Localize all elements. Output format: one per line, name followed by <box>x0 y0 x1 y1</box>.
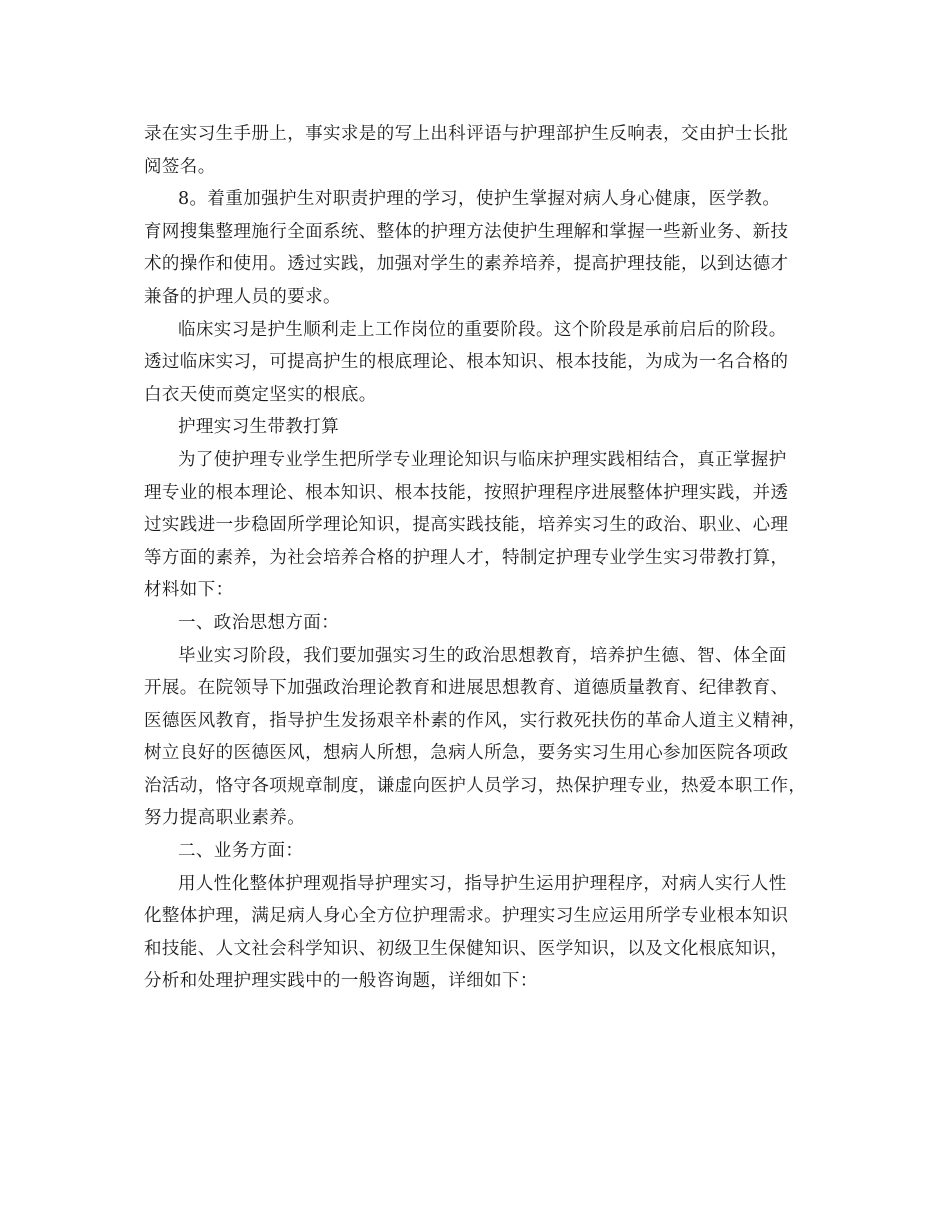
text-line: 术的操作和使用。透过实践，加强对学生的素养培养，提高护理技能，以到达德才 <box>144 254 789 275</box>
text-line: 和技能、人文社会科学知识、初级卫生保健知识、医学知识，以及文化根底知识， <box>144 938 789 959</box>
text-line: 毕业实习阶段，我们要加强实习生的政治思想教育，培养护生德、智、体全面 <box>178 645 787 666</box>
section-heading: 护理实习生带教打算 <box>178 417 340 438</box>
text-line: 开展。在院领导下加强政治理论教育和进展思想教育、道德质量教育、纪律教育、 <box>144 678 789 699</box>
text-line: 8。着重加强护生对职责护理的学习，使护生掌握对病人身心健康，医学教。 <box>178 189 781 210</box>
text-line: 树立良好的医德医风，想病人所想，急病人所急，要务实习生用心参加医院各项政 <box>144 743 789 764</box>
text-line: 白衣天使而奠定坚实的根底。 <box>144 384 377 405</box>
text-line: 为了使护理专业学生把所学专业理论知识与临床护理实践相结合，真正掌握护 <box>178 449 787 470</box>
text-line: 录在实习生手册上，事实求是的写上出科评语与护理部护生反响表，交由护士长批 <box>144 124 789 144</box>
text-line: 分析和处理护理实践中的一般咨询题，详细如下： <box>144 971 538 992</box>
text-line: 透过临床实习，可提高护生的根底理论、根本知识、根本技能，为成为一名合格的 <box>144 352 789 373</box>
section-heading: 一、政治思想方面： <box>178 612 340 633</box>
text-line: 化整体护理，满足病人身心全方位护理需求。护理实习生应运用所学专业根本知识 <box>144 906 789 927</box>
document-body <box>144 118 824 998</box>
text-line: 育网搜集整理施行全面系统、整体的护理方法使护生理解和掌握一些新业务、新技 <box>144 221 789 242</box>
text-line: 材料如下： <box>144 580 234 601</box>
text-line: 阅签名。 <box>144 156 216 177</box>
text-line: 理专业的根本理论、根本知识、根本技能，按照护理程序进展整体护理实践，并透 <box>144 482 789 503</box>
text-line: 医德医风教育，指导护生发扬艰辛朴素的作风，实行救死扶伤的革命人道主义精神， <box>144 710 807 731</box>
text-line: 努力提高职业素养。 <box>144 808 306 829</box>
section-heading: 二、业务方面： <box>178 841 304 862</box>
text-line: 等方面的素养，为社会培养合格的护理人才，特制定护理专业学生实习带教打算， <box>144 547 789 568</box>
text-line: 兼备的护理人员的要求。 <box>144 286 341 307</box>
text-line: 用人性化整体护理观指导护理实习，指导护生运用护理程序，对病人实行人性 <box>178 873 787 894</box>
text-line: 临床实习是护生顺利走上工作岗位的重要阶段。这个阶段是承前启后的阶段。 <box>178 319 787 340</box>
text-line: 治活动，恪守各项规章制度，谦虚向医护人员学习，热保护理专业，热爱本职工作， <box>144 775 807 796</box>
text-line: 过实践进一步稳固所学理论知识，提高实践技能，培养实习生的政治、职业、心理 <box>144 515 789 536</box>
